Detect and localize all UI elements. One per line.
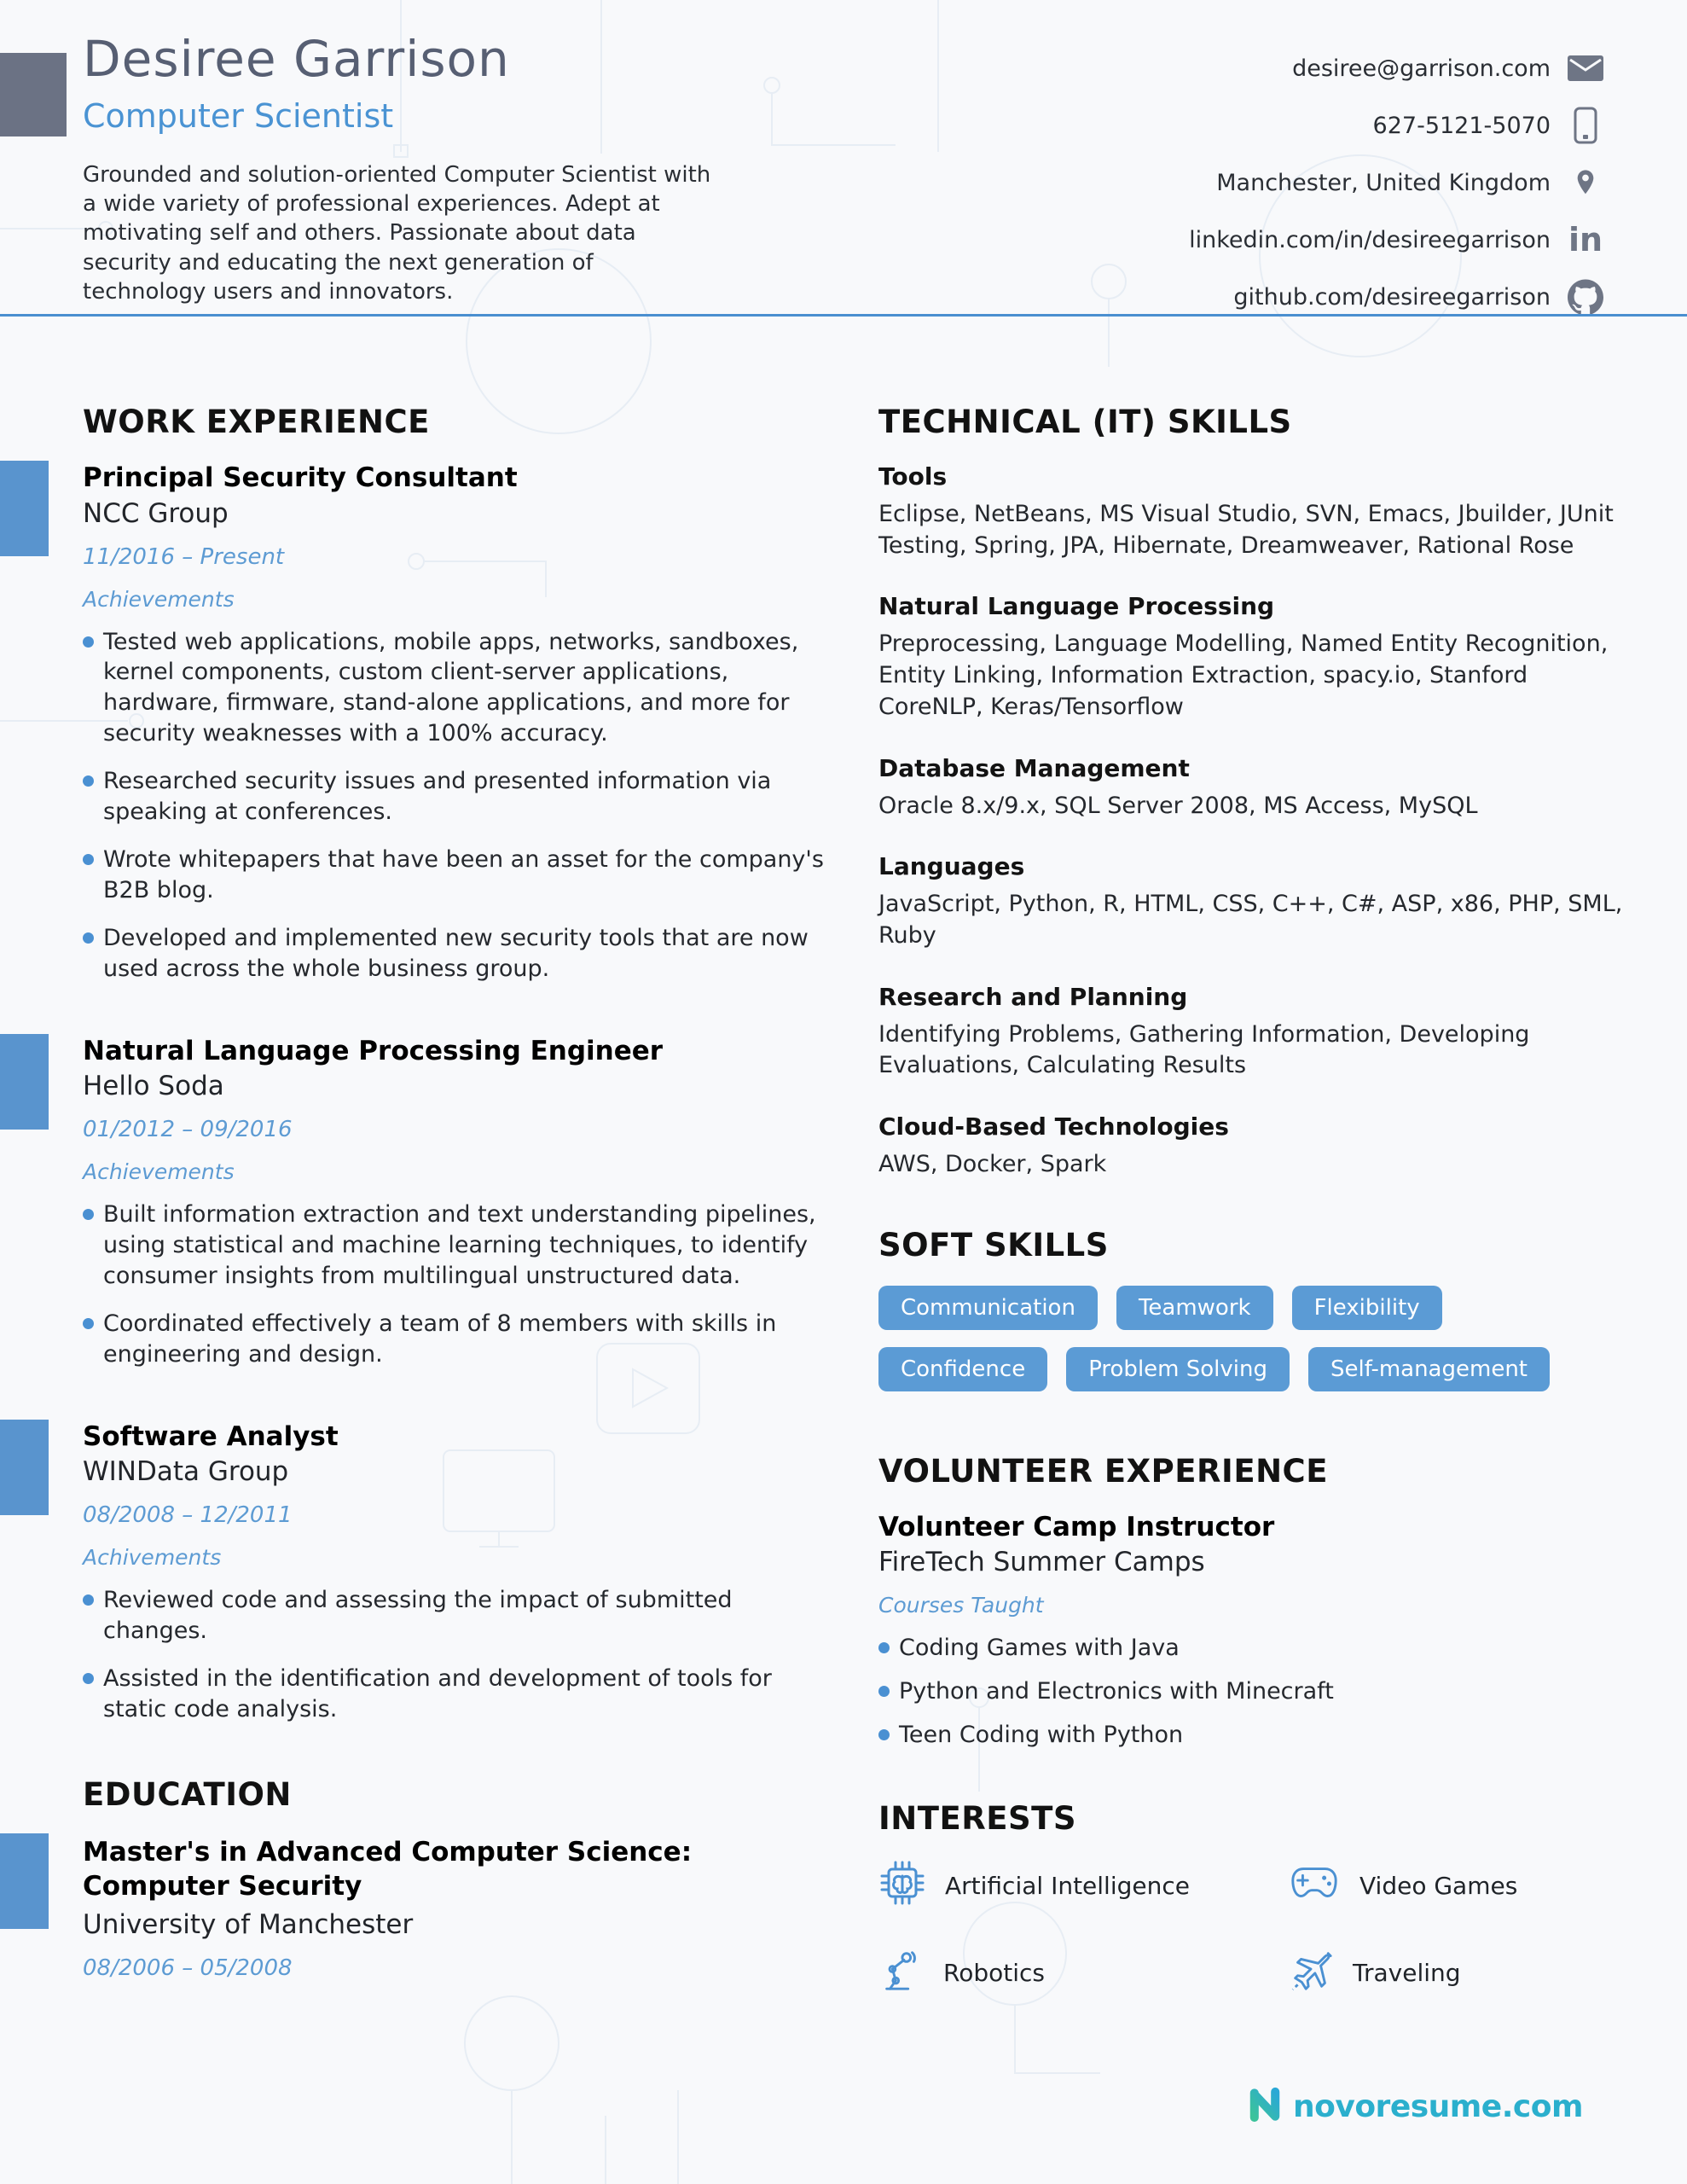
skill-group-label: Research and Planning — [878, 982, 1188, 1011]
job-entry — [83, 1421, 842, 1725]
bullet-item: Reviewed code and assessing the impact of submitted changes. — [83, 1585, 842, 1647]
github-icon — [1566, 279, 1605, 315]
interest-label: Traveling — [1353, 1959, 1461, 1988]
soft-skill-pills — [878, 1286, 1629, 1391]
skill-group — [878, 983, 1629, 1082]
work-experience-heading: WORK EXPERIENCE — [83, 404, 430, 440]
course-item: Coding Games with Java — [878, 1633, 1629, 1664]
header-divider — [0, 314, 1687, 317]
soft-skills-heading: SOFT SKILLS — [878, 1226, 1109, 1263]
job-title: Software Analyst — [83, 1420, 339, 1452]
job-company: Hello Soda — [83, 1071, 224, 1102]
job-entry — [83, 1036, 842, 1370]
degree-title: Master's in Advanced Computer Science: Computer Security — [83, 1836, 693, 1902]
skill-group-text: Identifying Problems, Gathering Information, Developing Evaluations, Calculating Results — [878, 1020, 1530, 1079]
skill-group-text: AWS, Docker, Spark — [878, 1151, 1107, 1178]
job-title: Natural Language Processing Engineer — [83, 1035, 664, 1066]
email-value[interactable]: desiree@garrison.com — [1292, 55, 1551, 82]
interests-grid — [878, 1859, 1629, 1999]
volunteer-organization: FireTech Summer Camps — [878, 1547, 1205, 1578]
person-title: Computer Scientist — [83, 96, 394, 135]
left-column — [83, 388, 842, 2032]
skill-group — [878, 754, 1629, 822]
course-item: Teen Coding with Python — [878, 1720, 1629, 1751]
header-accent-block — [0, 53, 67, 136]
interest-label: Video Games — [1359, 1872, 1518, 1901]
summary-text: Grounded and solution-oriented Computer Scientist with a wide variety of professional experiences. Adept at motivating self and others. Passionate about data security and educating the next generation of technology users and innovators. — [83, 161, 711, 305]
soft-skill-pill: Flexibility — [1292, 1286, 1442, 1330]
linkedin-value[interactable]: linkedin.com/in/desireegarrison — [1189, 226, 1551, 253]
education-marker — [0, 1833, 49, 1929]
bullet-item: Wrote whitepapers that have been an asset for the company's B2B blog. — [83, 845, 842, 906]
volunteer-bullets — [878, 1633, 1629, 1751]
novoresume-logo-icon — [1245, 2085, 1284, 2128]
soft-skill-pill: Self-management — [1308, 1347, 1550, 1391]
education-dates: 08/2006 – 05/2008 — [83, 1955, 293, 1981]
soft-skill-pill: Teamwork — [1116, 1286, 1273, 1330]
job-bullets — [83, 1585, 842, 1725]
interest-label: Robotics — [943, 1959, 1045, 1988]
brand-name: novoresume.com — [1293, 2088, 1583, 2124]
airplane-icon — [1288, 1947, 1334, 1999]
contact-row-location — [1216, 164, 1605, 201]
interest-label: Artificial Intelligence — [945, 1872, 1190, 1901]
ai-chip-icon — [878, 1859, 926, 1913]
skill-group-text: Preprocessing, Language Modelling, Named Entity Recognition, Entity Linking, Information Extraction, spacy.io, Stanford CoreNLP, Keras/Tensorflow — [878, 630, 1609, 720]
interests-heading: INTERESTS — [878, 1800, 1077, 1838]
job-company: NCC Group — [83, 497, 229, 529]
interest-item — [1288, 1864, 1629, 1908]
course-item: Python and Electronics with Minecraft — [878, 1676, 1629, 1707]
school-name: University of Manchester — [83, 1908, 414, 1940]
job-marker — [0, 1034, 49, 1130]
robot-arm-icon — [878, 1947, 925, 1999]
contact-row-email[interactable] — [1292, 49, 1605, 87]
contact-list — [1189, 49, 1605, 316]
education-heading: EDUCATION — [83, 1775, 292, 1813]
achievements-label: Achievements — [83, 1159, 235, 1185]
contact-row-github[interactable] — [1233, 278, 1605, 316]
soft-skill-pill: Problem Solving — [1066, 1347, 1290, 1391]
soft-skill-pill: Communication — [878, 1286, 1098, 1330]
skill-group — [878, 852, 1629, 951]
person-name: Desiree Garrison — [83, 30, 510, 88]
job-entry — [83, 462, 842, 985]
linkedin-icon: in — [1568, 221, 1603, 258]
job-title: Principal Security Consultant — [83, 462, 518, 493]
achievements-label: Achivements — [83, 1545, 222, 1571]
skill-group-label: Tools — [878, 462, 948, 491]
interest-item — [878, 1859, 1288, 1913]
bullet-item: Developed and implemented new security tools that are now used across the whole business group. — [83, 923, 842, 985]
job-marker — [0, 461, 49, 556]
interest-item — [1288, 1947, 1629, 1999]
technical-skills-heading: TECHNICAL (IT) SKILLS — [878, 404, 1292, 440]
email-icon — [1566, 55, 1605, 81]
skill-group-text: Oracle 8.x/9.x, SQL Server 2008, MS Access, MySQL — [878, 792, 1478, 819]
skill-group-text: JavaScript, Python, R, HTML, CSS, C++, C#, ASP, x86, PHP, SML, Ruby — [878, 891, 1623, 950]
location-value: Manchester, United Kingdom — [1216, 169, 1551, 196]
bullet-item: Built information extraction and text understanding pipelines, using statistical and machine learning techniques, to identify consumer insights from multilingual unstructured data. — [83, 1199, 842, 1292]
skill-group-label: Languages — [878, 852, 1025, 881]
bullet-item: Assisted in the identification and development of tools for static code analysis. — [83, 1664, 842, 1725]
right-column — [878, 388, 1629, 1999]
contact-row-linkedin[interactable] — [1189, 221, 1605, 258]
volunteer-heading: VOLUNTEER EXPERIENCE — [878, 1452, 1328, 1490]
bullet-item: Researched security issues and presented information via speaking at conferences. — [83, 766, 842, 828]
job-bullets — [83, 1199, 842, 1370]
skill-group-label: Database Management — [878, 753, 1190, 782]
soft-skill-pill: Confidence — [878, 1347, 1047, 1391]
education-entry — [83, 1835, 842, 1981]
phone-icon — [1566, 107, 1605, 144]
courses-taught-label: Courses Taught — [878, 1593, 1044, 1618]
skill-group — [878, 592, 1629, 723]
job-dates: 11/2016 – Present — [83, 543, 285, 570]
location-icon — [1566, 164, 1605, 201]
header — [83, 32, 739, 306]
job-marker — [0, 1420, 49, 1515]
skill-group — [878, 1112, 1629, 1181]
footer-brand — [1245, 2085, 1583, 2128]
bullet-item: Tested web applications, mobile apps, networks, sandboxes, kernel components, custom client-server applications, hardware, firmware, stand-alone applications, and more for security weaknesses with a 100% accuracy. — [83, 627, 842, 750]
job-dates: 08/2008 – 12/2011 — [83, 1502, 293, 1529]
skill-group-text: Eclipse, NetBeans, MS Visual Studio, SVN, Emacs, Jbuilder, JUnit Testing, Spring, JPA, Hibernate, Dreamweaver, Rational Rose — [878, 501, 1614, 559]
job-bullets — [83, 627, 842, 985]
skill-group — [878, 462, 1629, 561]
skill-group-label: Natural Language Processing — [878, 592, 1275, 621]
phone-value: 627-5121-5070 — [1372, 112, 1551, 139]
volunteer-role: Volunteer Camp Instructor — [878, 1511, 1275, 1542]
job-company: WINData Group — [83, 1456, 289, 1488]
interest-item — [878, 1947, 1288, 1999]
skill-group-label: Cloud-Based Technologies — [878, 1112, 1229, 1141]
contact-row-phone — [1373, 107, 1605, 144]
achievements-label: Achievements — [83, 586, 235, 612]
bullet-item: Coordinated effectively a team of 8 members with skills in engineering and design. — [83, 1309, 842, 1370]
gamepad-icon — [1288, 1864, 1341, 1908]
job-dates: 01/2012 – 09/2016 — [83, 1117, 293, 1143]
github-value[interactable]: github.com/desireegarrison — [1233, 283, 1551, 311]
